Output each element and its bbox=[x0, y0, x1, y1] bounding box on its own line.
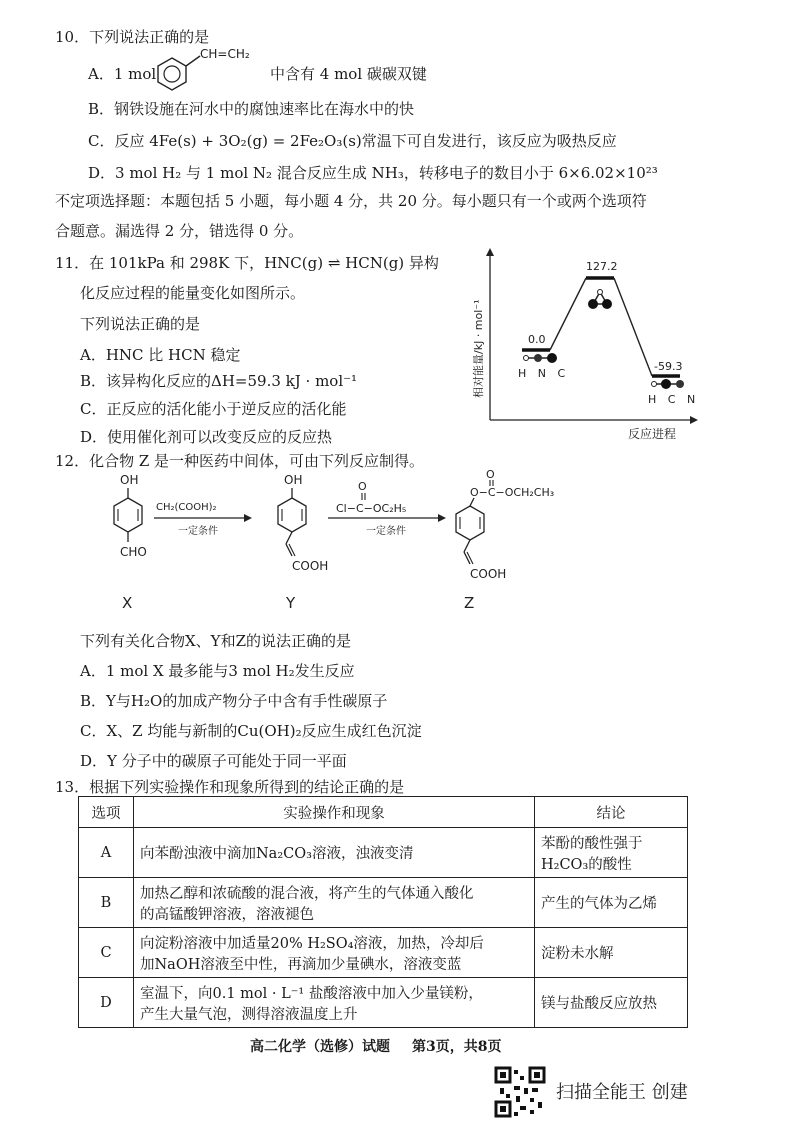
compound-x bbox=[114, 473, 147, 612]
table-row: D 室温下，向0.1 mol · L⁻¹ 盐酸溶液中加入少量镁粉， 产生大量气泡，测得溶液温度上升 镁与盐酸反应放热 bbox=[79, 978, 688, 1028]
section-instruction-line2: 合题意。漏选得 2 分，错选得 0 分。 bbox=[55, 222, 304, 240]
reaction-scheme bbox=[90, 470, 610, 620]
q12-stem: 12．化合物 Z 是一种医药中间体，可由下列反应制得。 bbox=[55, 452, 425, 470]
q12-option-a: A．1 mol X 最多能与3 mol H₂发生反应 bbox=[80, 662, 355, 680]
q13-stem: 13．根据下列实验操作和现象所得到的结论正确的是 bbox=[55, 778, 405, 796]
arrow1-condition: 一定条件 bbox=[178, 526, 218, 537]
energy-diagram-ylabel: 相对能量/kJ · mol⁻¹ bbox=[472, 299, 485, 398]
svg-text:CHO: CHO bbox=[120, 545, 147, 559]
table-row: C 向淀粉溶液中加适量20% H₂SO₄溶液，加热，冷却后 加NaOH溶液至中性，再滴加少量碘水，溶液变蓝 淀粉未水解 bbox=[79, 928, 688, 978]
start-energy-label: 0.0 bbox=[528, 333, 546, 346]
q12-option-d: D．Y 分子中的碳原子可能处于同一平面 bbox=[80, 752, 347, 770]
svg-text:COOH: COOH bbox=[292, 559, 329, 573]
arrow2-head bbox=[438, 514, 446, 522]
q12-option-c: C．X、Z 均能与新制的Cu(OH)₂反应生成红色沉淀 bbox=[80, 722, 422, 740]
watermark-text: 扫描全能王 创建 bbox=[556, 1082, 688, 1103]
curve-up bbox=[550, 278, 586, 350]
q11-option-d: D．使用催化剂可以改变反应的反应热 bbox=[80, 428, 333, 446]
q11-option-a: A．HNC 比 HCN 稳定 bbox=[80, 346, 241, 364]
styrene-structure bbox=[150, 44, 270, 92]
svg-text:COOH: COOH bbox=[470, 567, 507, 581]
y-axis-arrow bbox=[486, 248, 494, 256]
styrene-vinyl-label: CH=CH₂ bbox=[200, 47, 250, 61]
q10-option-d: D．3 mol H₂ 与 1 mol N₂ 混合反应生成 NH₃，转移电子的数目小于 6×6.02×10²³ bbox=[88, 164, 658, 182]
hnc-molecule bbox=[524, 353, 558, 363]
q11-stem-line3: 下列说法正确的是 bbox=[80, 315, 201, 333]
q10-option-a-suffix: 中含有 4 mol 碳碳双键 bbox=[270, 65, 427, 83]
svg-text:OH: OH bbox=[284, 473, 303, 487]
compound-y bbox=[278, 473, 328, 612]
footer-title: 高二化学（选修）试题 bbox=[250, 1039, 390, 1055]
q11-option-c: C．正反应的活化能小于逆反应的活化能 bbox=[80, 400, 347, 418]
arrow1-reagent: CH₂(COOH)₂ bbox=[156, 502, 217, 513]
q10-option-b: B．钢铁设施在河水中的腐蚀速率比在海水中的快 bbox=[88, 100, 415, 118]
q10-option-a-prefix: A．1 mol bbox=[88, 65, 157, 83]
compound-z bbox=[456, 470, 554, 612]
arrow1-head bbox=[244, 514, 252, 522]
x-axis-arrow bbox=[690, 416, 698, 424]
qr-code-icon bbox=[494, 1066, 546, 1118]
q11-stem-line1: 11．在 101kPa 和 298K 下，HNC(g) ⇌ HCN(g) 异构 bbox=[55, 254, 439, 272]
compound-z-label: Z bbox=[464, 594, 475, 612]
q11-stem-line2: 化反应过程的能量变化如图所示。 bbox=[80, 284, 306, 302]
curve-down bbox=[614, 278, 652, 376]
table-header-option: 选项 bbox=[79, 797, 134, 828]
q11-option-b: B．该异构化反应的ΔH=59.3 kJ · mol⁻¹ bbox=[80, 372, 358, 390]
arrow2-reagent: Cl−C−OC₂H₅ bbox=[336, 502, 407, 515]
table-header-row bbox=[79, 797, 688, 828]
q10-stem: 10．下列说法正确的是 bbox=[55, 28, 210, 46]
ts-energy-label: 127.2 bbox=[586, 260, 618, 273]
energy-diagram bbox=[468, 248, 718, 448]
end-energy-label: -59.3 bbox=[654, 360, 683, 373]
q12-option-b: B．Y与H₂O的加成产物分子中含有手性碳原子 bbox=[80, 692, 388, 710]
arrow2-reagent-o: O bbox=[358, 480, 367, 493]
arrow2-condition: 一定条件 bbox=[366, 526, 406, 537]
svg-text:OH: OH bbox=[120, 473, 139, 487]
footer-page: 第3页，共8页 bbox=[412, 1039, 502, 1055]
q10-option-c: C．反应 4Fe(s) + 3O₂(g) = 2Fe₂O₃(s)常温下可自发进行，该反应为吸热反应 bbox=[88, 132, 617, 150]
hcn-atom-labels: H C N bbox=[648, 393, 700, 406]
compound-x-label: X bbox=[122, 594, 133, 612]
hnc-atom-labels: H N C bbox=[518, 367, 570, 380]
section-instruction-line1: 不定项选择题：本题包括 5 小题，每小题 4 分，共 20 分。每小题只有一个或两个选项符 bbox=[55, 192, 647, 210]
svg-text:O: O bbox=[486, 470, 495, 481]
table-header-operation: 实验操作和现象 bbox=[134, 797, 535, 828]
table-header-conclusion: 结论 bbox=[535, 797, 688, 828]
experiment-table bbox=[78, 796, 688, 1028]
svg-text:O−C−OCH₂CH₃: O−C−OCH₂CH₃ bbox=[470, 486, 555, 499]
hcn-molecule bbox=[652, 379, 685, 389]
energy-diagram-xlabel: 反应进程 bbox=[628, 427, 677, 441]
ts-molecule bbox=[588, 290, 612, 310]
compound-y-label: Y bbox=[286, 594, 296, 612]
table-row: A 向苯酚浊液中滴加Na₂CO₃溶液，浊液变清 苯酚的酸性强于 H₂CO₃的酸性 bbox=[79, 828, 688, 878]
q12-question: 下列有关化合物X、Y和Z的说法正确的是 bbox=[80, 632, 352, 650]
table-row: B 加热乙醇和浓硫酸的混合液，将产生的气体通入酸化 的高锰酸钾溶液，溶液褪色 产生的气体为乙烯 bbox=[79, 878, 688, 928]
